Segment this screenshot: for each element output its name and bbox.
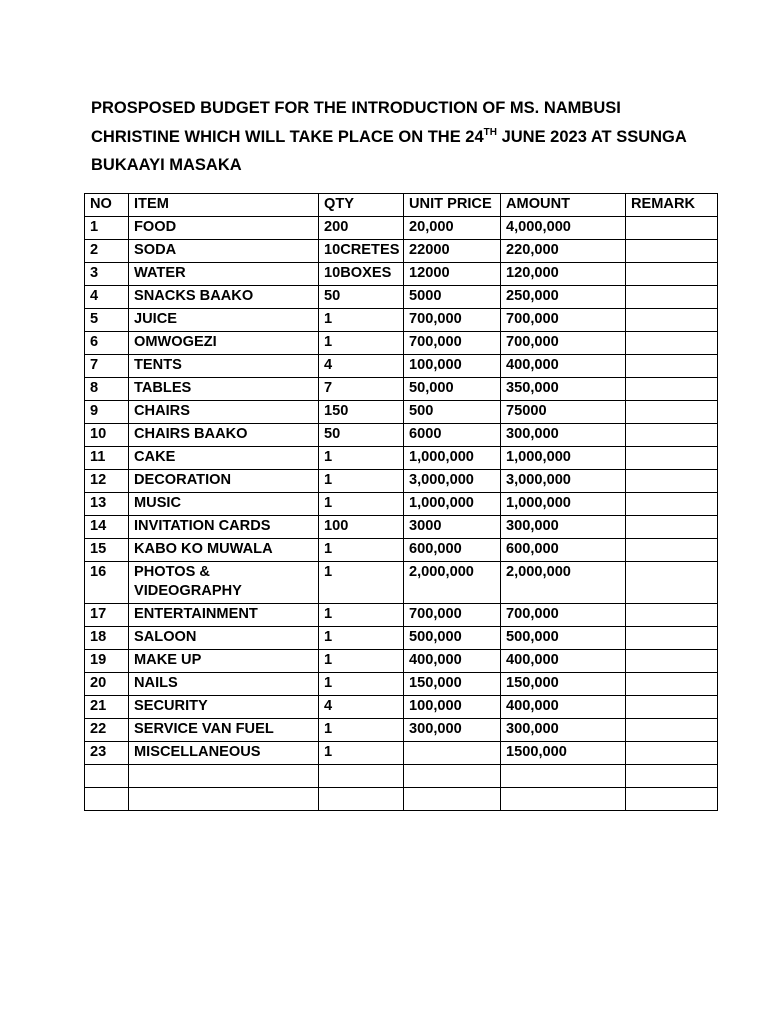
cell-item: MAKE UP [129,650,319,673]
cell-item: CHAIRS BAAKO [129,424,319,447]
cell-remark [626,604,718,627]
table-row [85,696,718,719]
table-row [85,263,718,286]
cell-remark [626,401,718,424]
cell-qty: 1 [319,719,404,742]
cell-no: 18 [85,627,129,650]
cell-no: 11 [85,447,129,470]
cell-remark [626,719,718,742]
cell-item: SNACKS BAAKO [129,286,319,309]
cell-remark [626,240,718,263]
table-row [85,627,718,650]
cell-item: FOOD [129,217,319,240]
cell-qty: 1 [319,627,404,650]
cell-qty: 200 [319,217,404,240]
header-qty: QTY [319,194,404,217]
cell-unit-price: 2,000,000 [404,562,501,604]
cell-amount: 1,000,000 [501,447,626,470]
cell-no: 9 [85,401,129,424]
cell-unit-price: 50,000 [404,378,501,401]
cell-remark [626,673,718,696]
budget-table-header [85,194,718,217]
header-remark: REMARK [626,194,718,217]
cell-amount: 250,000 [501,286,626,309]
cell-unit-price: 12000 [404,263,501,286]
table-row [85,378,718,401]
cell-amount [501,788,626,811]
cell-no: 23 [85,742,129,765]
cell-item: SALOON [129,627,319,650]
cell-no: 16 [85,562,129,604]
cell-amount [501,765,626,788]
table-row [85,309,718,332]
cell-item: DECORATION [129,470,319,493]
table-row [85,470,718,493]
table-row [85,788,718,811]
cell-remark [626,217,718,240]
cell-amount: 300,000 [501,719,626,742]
header-no: NO [85,194,129,217]
cell-remark [626,493,718,516]
cell-unit-price [404,765,501,788]
table-row [85,650,718,673]
cell-no: 3 [85,263,129,286]
cell-item: TABLES [129,378,319,401]
cell-item: SECURITY [129,696,319,719]
table-row [85,742,718,765]
cell-no: 19 [85,650,129,673]
cell-qty: 1 [319,539,404,562]
cell-remark [626,378,718,401]
cell-qty: 1 [319,493,404,516]
table-row [85,539,718,562]
cell-no: 4 [85,286,129,309]
cell-amount: 220,000 [501,240,626,263]
cell-unit-price: 600,000 [404,539,501,562]
cell-qty [319,765,404,788]
cell-amount: 400,000 [501,696,626,719]
cell-qty: 1 [319,650,404,673]
cell-unit-price: 1,000,000 [404,493,501,516]
cell-unit-price: 1,000,000 [404,447,501,470]
table-row [85,401,718,424]
cell-no: 7 [85,355,129,378]
cell-item [129,765,319,788]
cell-amount: 150,000 [501,673,626,696]
cell-amount: 2,000,000 [501,562,626,604]
table-row [85,562,718,604]
cell-unit-price: 100,000 [404,696,501,719]
cell-qty: 100 [319,516,404,539]
cell-qty: 50 [319,424,404,447]
cell-unit-price: 400,000 [404,650,501,673]
cell-no: 17 [85,604,129,627]
table-row [85,424,718,447]
cell-qty: 1 [319,562,404,604]
cell-unit-price: 150,000 [404,673,501,696]
cell-qty: 10CRETES [319,240,404,263]
cell-qty: 1 [319,309,404,332]
header-amount: AMOUNT [501,194,626,217]
cell-remark [626,424,718,447]
table-row [85,719,718,742]
table-row [85,673,718,696]
title-text-part2: JUNE 2023 AT SSUNGA BUKAAYI MASAKA [91,127,687,174]
table-row [85,765,718,788]
cell-qty: 150 [319,401,404,424]
cell-no: 12 [85,470,129,493]
cell-item: JUICE [129,309,319,332]
cell-qty: 10BOXES [319,263,404,286]
cell-amount: 300,000 [501,516,626,539]
cell-unit-price [404,788,501,811]
table-row [85,286,718,309]
cell-amount: 700,000 [501,309,626,332]
cell-item: WATER [129,263,319,286]
cell-amount: 600,000 [501,539,626,562]
cell-amount: 4,000,000 [501,217,626,240]
cell-remark [626,696,718,719]
cell-no: 2 [85,240,129,263]
cell-unit-price: 5000 [404,286,501,309]
cell-qty [319,788,404,811]
cell-remark [626,470,718,493]
cell-remark [626,627,718,650]
cell-unit-price: 700,000 [404,604,501,627]
cell-remark [626,539,718,562]
cell-item [129,788,319,811]
cell-item: ENTERTAINMENT [129,604,319,627]
table-row [85,447,718,470]
cell-remark [626,742,718,765]
cell-no: 14 [85,516,129,539]
cell-unit-price: 100,000 [404,355,501,378]
cell-unit-price [404,742,501,765]
cell-item: INVITATION CARDS [129,516,319,539]
cell-item: CHAIRS [129,401,319,424]
title-text-part1: PROSPOSED BUDGET FOR THE INTRODUCTION OF MS. NAMBUSI CHRISTINE WHICH WILL TAKE PLACE ON THE 24 [91,99,621,146]
budget-table [84,193,718,811]
cell-remark [626,332,718,355]
cell-amount: 350,000 [501,378,626,401]
cell-remark [626,447,718,470]
cell-amount: 400,000 [501,650,626,673]
cell-no: 20 [85,673,129,696]
cell-qty: 1 [319,470,404,493]
cell-qty: 1 [319,742,404,765]
cell-no [85,788,129,811]
cell-no: 15 [85,539,129,562]
cell-item: OMWOGEZI [129,332,319,355]
cell-unit-price: 500,000 [404,627,501,650]
cell-qty: 4 [319,696,404,719]
cell-remark [626,765,718,788]
cell-item: MUSIC [129,493,319,516]
table-row [85,516,718,539]
header-row [85,194,718,217]
cell-amount: 1500,000 [501,742,626,765]
cell-amount: 3,000,000 [501,470,626,493]
cell-item: KABO KO MUWALA [129,539,319,562]
cell-unit-price: 3000 [404,516,501,539]
cell-unit-price: 300,000 [404,719,501,742]
cell-qty: 1 [319,447,404,470]
cell-no: 6 [85,332,129,355]
cell-no: 1 [85,217,129,240]
cell-qty: 7 [319,378,404,401]
cell-unit-price: 6000 [404,424,501,447]
cell-remark [626,309,718,332]
cell-no: 8 [85,378,129,401]
cell-item: MISCELLANEOUS [129,742,319,765]
budget-table-body [85,217,718,811]
cell-amount: 700,000 [501,604,626,627]
cell-qty: 1 [319,332,404,355]
cell-unit-price: 700,000 [404,309,501,332]
cell-amount: 700,000 [501,332,626,355]
header-item: ITEM [129,194,319,217]
table-row [85,217,718,240]
cell-remark [626,562,718,604]
cell-amount: 120,000 [501,263,626,286]
cell-remark [626,650,718,673]
cell-qty: 4 [319,355,404,378]
cell-unit-price: 20,000 [404,217,501,240]
cell-remark [626,263,718,286]
cell-unit-price: 3,000,000 [404,470,501,493]
cell-amount: 300,000 [501,424,626,447]
cell-amount: 75000 [501,401,626,424]
table-row [85,604,718,627]
cell-unit-price: 700,000 [404,332,501,355]
cell-remark [626,516,718,539]
cell-amount: 1,000,000 [501,493,626,516]
cell-no: 5 [85,309,129,332]
table-row [85,240,718,263]
cell-unit-price: 500 [404,401,501,424]
cell-qty: 1 [319,604,404,627]
cell-no: 10 [85,424,129,447]
cell-no: 13 [85,493,129,516]
cell-amount: 400,000 [501,355,626,378]
cell-unit-price: 22000 [404,240,501,263]
table-row [85,355,718,378]
table-row [85,332,718,355]
cell-qty: 1 [319,673,404,696]
title-superscript: TH [483,126,497,138]
cell-item: SERVICE VAN FUEL [129,719,319,742]
cell-remark [626,286,718,309]
cell-qty: 50 [319,286,404,309]
cell-item: SODA [129,240,319,263]
cell-item: TENTS [129,355,319,378]
cell-no: 22 [85,719,129,742]
document-title [91,94,691,180]
cell-item: NAILS [129,673,319,696]
cell-amount: 500,000 [501,627,626,650]
header-unit-price: UNIT PRICE [404,194,501,217]
table-row [85,493,718,516]
cell-remark [626,788,718,811]
cell-no [85,765,129,788]
cell-item: PHOTOS & VIDEOGRAPHY [129,562,319,604]
cell-remark [626,355,718,378]
cell-no: 21 [85,696,129,719]
cell-item: CAKE [129,447,319,470]
